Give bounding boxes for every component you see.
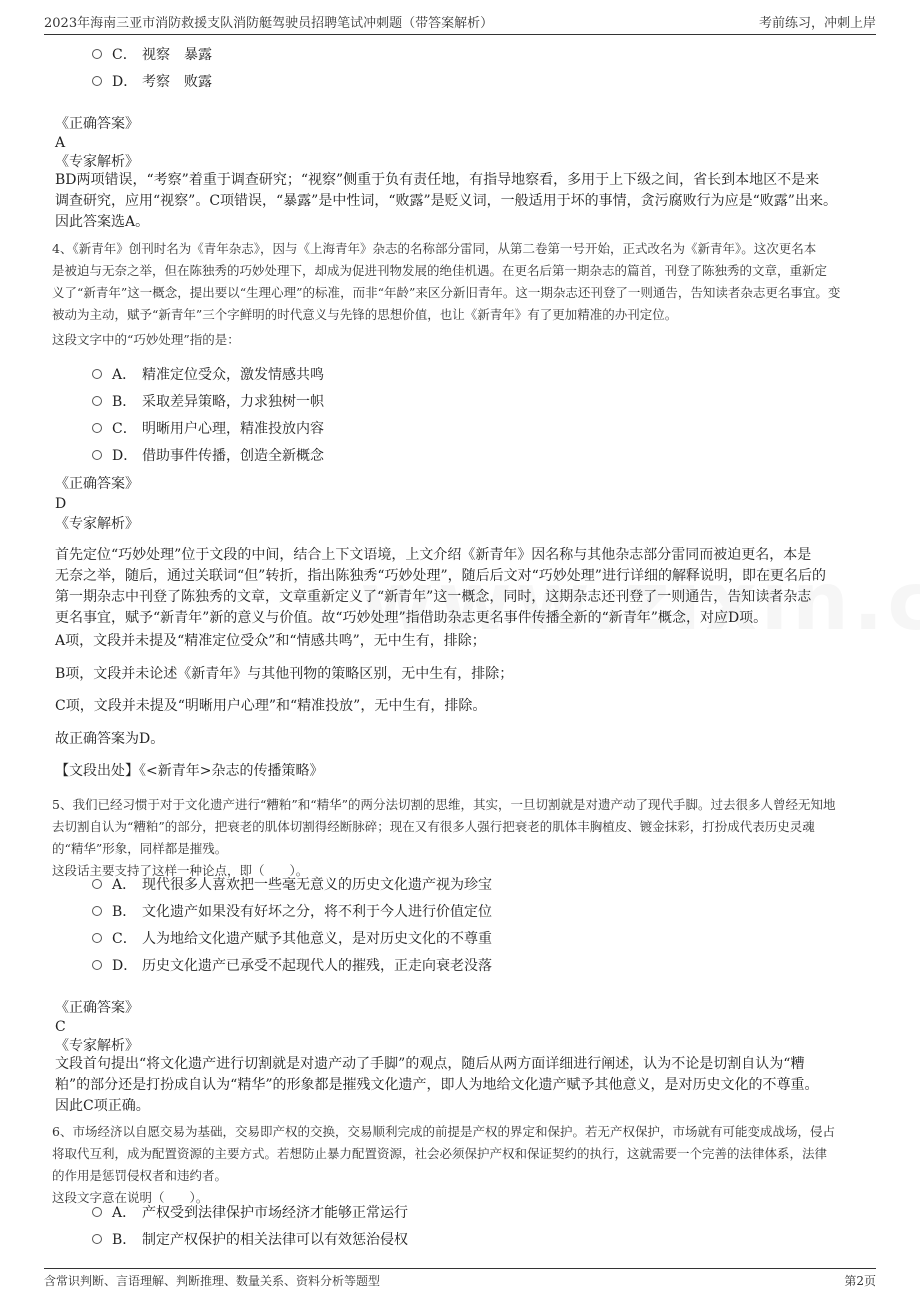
radio-icon[interactable] [92, 1234, 102, 1244]
q5-analysis-label: 《专家解析》 [55, 1038, 139, 1054]
q5-option-c[interactable]: C． 人为地给文化遗产赋予其他意义，是对历史文化的不尊重 [92, 928, 492, 950]
q4-option-c[interactable]: C． 明晰用户心理，精准投放内容 [92, 418, 324, 440]
header-slogan: 考前练习，冲刺上岸 [758, 16, 876, 31]
q5-answer: C [55, 1019, 66, 1035]
q4-b-analysis: B项，文段并未论述《新青年》与其他刊物的策略区别，无中生有，排除； [55, 666, 514, 682]
q5-answer-label: 《正确答案》 [55, 1000, 139, 1016]
q5-option-d[interactable]: D． 历史文化遗产已承受不起现代人的摧残，正走向衰老没落 [92, 955, 492, 977]
radio-icon[interactable] [92, 906, 102, 916]
q4-analysis-label: 《专家解析》 [55, 516, 139, 532]
document-title: 2023年海南三亚市消防救援支队消防艇驾驶员招聘笔试冲刺题（带答案解析） [44, 16, 494, 31]
radio-icon[interactable] [92, 879, 102, 889]
radio-icon[interactable] [92, 960, 102, 970]
q4-answer: D [55, 496, 67, 512]
radio-icon[interactable] [92, 450, 102, 460]
radio-icon[interactable] [92, 369, 102, 379]
q4-answer-label: 《正确答案》 [55, 476, 139, 492]
q4-conclusion: 故正确答案为D。 [55, 731, 165, 747]
radio-icon[interactable] [92, 396, 102, 406]
q5-analysis: 文段首句提出“将文化遗产进行切割就是对遗产动了手脚”的观点，随后从两方面详细进行阐述，认为不论是切割自认为“糟 粕”的部分还是打扮成自认为“精华”的形象都是摧残文化遗产，即人为地给文化遗产赋予其他意义，是对历史文化的不尊重。 因此C项正确。 [55, 1056, 819, 1114]
page-header [44, 12, 876, 34]
radio-icon[interactable] [92, 1207, 102, 1217]
q4-source: 【文段出处】《<新青年>杂志的传播策略》 [55, 763, 324, 779]
q6-stem: 6、市场经济以自愿交易为基础，交易即产权的交换，交易顺利完成的前提是产权的界定和保护。若无产权保护，市场就有可能变成战场，侵占 将取代互利，成为配置资源的主要方式。若想防止暴力配置资源，社会必须保护产权和保证契约的执行，这就需要一个完善的法律体系，法律 的作用是惩罚侵权者和违约者。 这段文字意在说明（ ）。 [52, 1124, 835, 1205]
q5-option-b[interactable]: B． 文化遗产如果没有好坏之分，将不利于今人进行价值定位 [92, 901, 492, 923]
page-number: 第2页 [844, 1274, 876, 1288]
q3-answer-label: 《正确答案》 [55, 116, 139, 132]
q4-option-b[interactable]: B． 采取差异策略，力求独树一帜 [92, 391, 324, 413]
footer-note: 含常识判断、言语理解、判断推理、数量关系、资料分析等题型 [44, 1274, 381, 1288]
q4-question: 这段文字中的“巧妙处理”指的是： [52, 332, 240, 347]
q4-option-d[interactable]: D． 借助事件传播，创造全新概念 [92, 445, 324, 467]
header-divider [44, 34, 876, 35]
q4-analysis: 首先定位“巧妙处理”位于文段的中间，结合上下文语境，上文介绍《新青年》因名称与其他杂志部分雷同而被迫更名，本是 无奈之举，随后，通过关联词“但”转折，指出陈独秀“巧妙处理”，随后后文对“巧妙处理”进行详细的解释说明，即在更名后的 第一期杂志中刊登了陈独秀的文章，文章重新定义了“新青年”这一概念，同时，这期杂志还刊登了一则通告，告知读者杂志 更名事宜，赋予“新青年”新的意义与价值。故“巧妙处理”指借助杂志更名事件传播全新的“新青年”概念，对应D项。 [55, 547, 826, 626]
q3-option-c[interactable]: C． 视察 暴露 [92, 44, 212, 66]
q4-a-analysis: A项，文段并未提及“精准定位受众”和“情感共鸣”，无中生有，排除； [55, 633, 486, 649]
q4-option-a[interactable]: A． 精准定位受众，激发情感共鸣 [92, 364, 324, 386]
q3-analysis: BD两项错误，“考察”着重于调查研究；“视察”侧重于负有责任地，有指导地察看，多用于上下级之间，省长到本地区不是来 调查研究，应用“视察”。C项错误，“暴露”是中性词，“败露”是贬义词，一般适用于坏的事情，贪污腐败行为应是“败露”出来。 因此答案选A。 [55, 172, 837, 230]
q6-option-a[interactable]: A． 产权受到法律保护市场经济才能够正常运行 [92, 1202, 408, 1224]
q5-stem: 5、我们已经习惯于对于文化遗产进行“糟粕”和“精华”的两分法切割的思维，其实，一旦切割就是对遗产动了现代手脚。过去很多人曾经无知地 去切割自认为“糟粕”的部分，把衰老的肌体切割得经断脉碎；现在又有很多人强行把衰老的肌体丰胸植皮、镀金抹彩，打扮成代表历史灵魂 的“精华”形象，同样都是摧残。 这段话主要支持了这样一种论点，即（ ）。 [52, 797, 836, 878]
q4-c-analysis: C项，文段并未提及“明晰用户心理”和“精准投放”，无中生有，排除。 [55, 698, 487, 714]
radio-icon[interactable] [92, 76, 102, 86]
q3-answer: A [55, 135, 66, 151]
footer-divider [44, 1268, 876, 1269]
q3-option-d[interactable]: D． 考察 败露 [92, 71, 212, 93]
radio-icon[interactable] [92, 49, 102, 59]
q3-analysis-label: 《专家解析》 [55, 154, 139, 170]
q6-option-b[interactable]: B． 制定产权保护的相关法律可以有效惩治侵权 [92, 1229, 408, 1251]
page-footer [44, 1272, 876, 1292]
q4-stem: 4、《新青年》创刊时名为《青年杂志》，因与《上海青年》杂志的名称部分雷同，从第二卷第一号开始，正式改名为《新青年》。这次更名本 是被迫与无奈之举，但在陈独秀的巧妙处理下，却成为促进刊物发展的绝佳机遇。在更名后第一期杂志的篇首，刊登了陈独秀的文章，重新定 义了“新青年”这一概念，提出要以“生理心理”的标准，而非“年龄”来区分新旧青年。这一期杂志还刊登了一则通告，告知读者杂志更名事宜。变 被动为主动，赋予“新青年”三个字鲜明的时代意义与先锋的思想价值，也让《新青年》有了更加精准的办刊定位。 [52, 241, 841, 322]
radio-icon[interactable] [92, 933, 102, 943]
radio-icon[interactable] [92, 423, 102, 433]
q5-option-a[interactable]: A． 现代很多人喜欢把一些毫无意义的历史文化遗产视为珍宝 [92, 874, 492, 896]
